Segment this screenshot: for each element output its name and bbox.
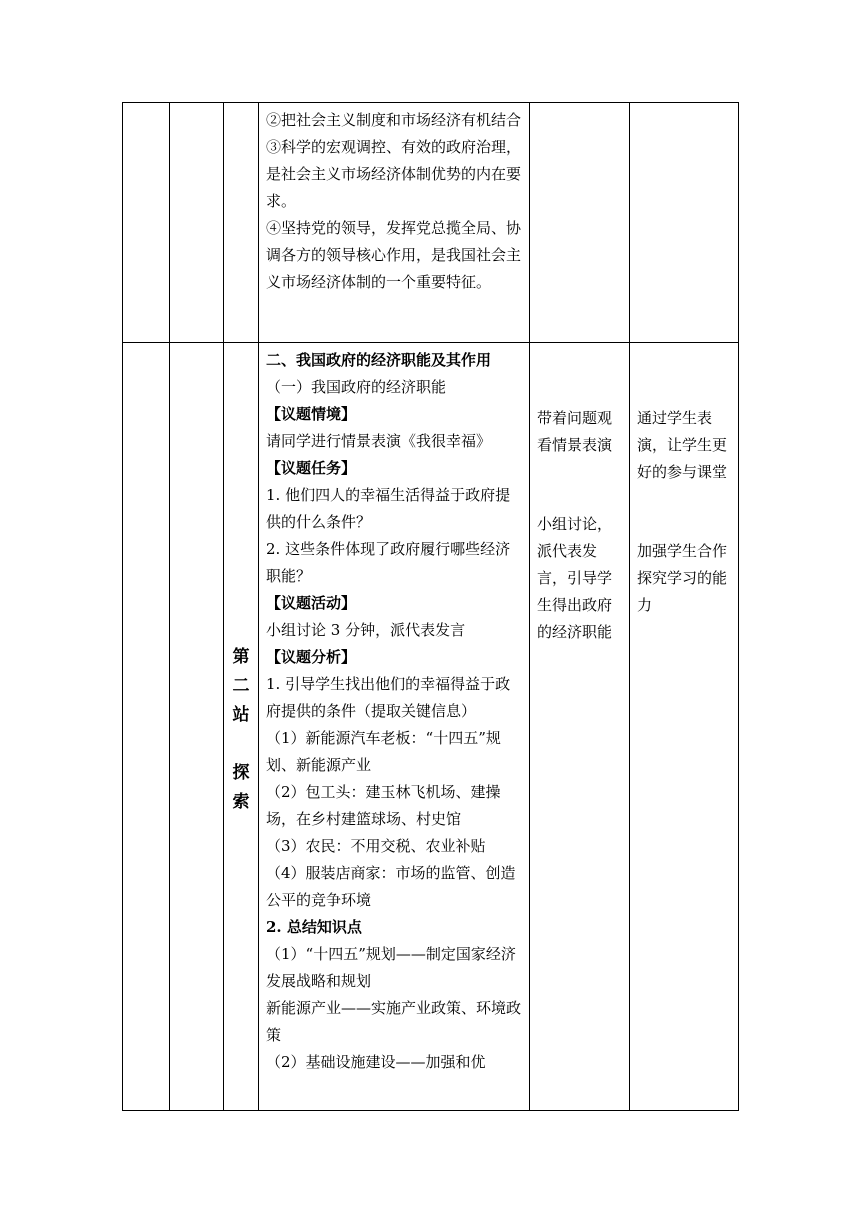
station-label: 第 二 站 探 索 (232, 647, 250, 812)
table-row (123, 103, 739, 343)
analysis-item: （4）服装店商家：市场的监管、创造公平的竞争环境 (266, 864, 516, 909)
analysis-item: （2）包工头：建玉林飞机场、建操场，在乡村建篮球场、村史馆 (266, 783, 501, 828)
summary-item: 新能源产业——实施产业政策、环境政策 (266, 999, 522, 1044)
empty-cell (170, 103, 224, 343)
section-subheading: （一）我国政府的经济职能 (266, 378, 447, 396)
design-intent-2: 加强学生合作探究学习的能力 (637, 542, 728, 614)
empty-cell (170, 343, 224, 1111)
empty-cell (224, 103, 259, 343)
summary-label: 2. 总结知识点 (266, 918, 362, 936)
student-activity-2: 小组讨论，派代表发言，引导学生得出政府的经济职能 (537, 515, 613, 641)
analysis-item: 1. 引导学生找出他们的幸福得益于政府提供的条件（提取关键信息） (266, 675, 511, 720)
empty-cell (123, 343, 170, 1111)
student-activity-cell (530, 343, 630, 1111)
empty-cell (123, 103, 170, 343)
content-line: ③科学的宏观调控、有效的政府治理，是社会主义市场经济体制优势的内在要求。 (266, 138, 522, 210)
student-activity-1: 带着问题观看情景表演 (537, 409, 613, 454)
activity-label: 【议题活动】 (266, 594, 357, 612)
analysis-item: （3）农民：不用交税、农业补贴 (266, 837, 486, 855)
analysis-item: （1）新能源汽车老板：“十四五”规划、新能源产业 (266, 729, 501, 774)
activity-text: 小组讨论 3 分钟，派代表发言 (266, 621, 466, 639)
situation-text: 请同学进行情景表演《我很幸福》 (266, 432, 492, 450)
design-intent-1: 通过学生表演，让学生更好的参与课堂 (637, 409, 728, 481)
task-label: 【议题任务】 (266, 459, 357, 477)
content-cell (259, 343, 530, 1111)
summary-item: （2）基础设施建设——加强和优 (266, 1053, 486, 1071)
design-intent-cell (630, 343, 739, 1111)
table-row (123, 343, 739, 1111)
analysis-label: 【议题分析】 (266, 648, 357, 666)
content-cell (259, 103, 530, 343)
lesson-plan-table (122, 102, 739, 1111)
summary-item: （1）“十四五”规划——制定国家经济发展战略和规划 (266, 945, 516, 990)
content-line: ②把社会主义制度和市场经济有机结合 (266, 111, 522, 129)
content-line: ④坚持党的领导，发挥党总揽全局、协调各方的领导核心作用，是我国社会主义市场经济体制的一个重要特征。 (266, 219, 522, 291)
empty-cell (530, 103, 630, 343)
task-item: 1. 他们四人的幸福生活得益于政府提供的什么条件？ (266, 486, 511, 531)
empty-cell (630, 103, 739, 343)
situation-label: 【议题情境】 (266, 405, 357, 423)
task-item: 2. 这些条件体现了政府履行哪些经济职能？ (266, 540, 511, 585)
station-cell (224, 343, 259, 1111)
section-heading: 二、我国政府的经济职能及其作用 (266, 351, 492, 369)
